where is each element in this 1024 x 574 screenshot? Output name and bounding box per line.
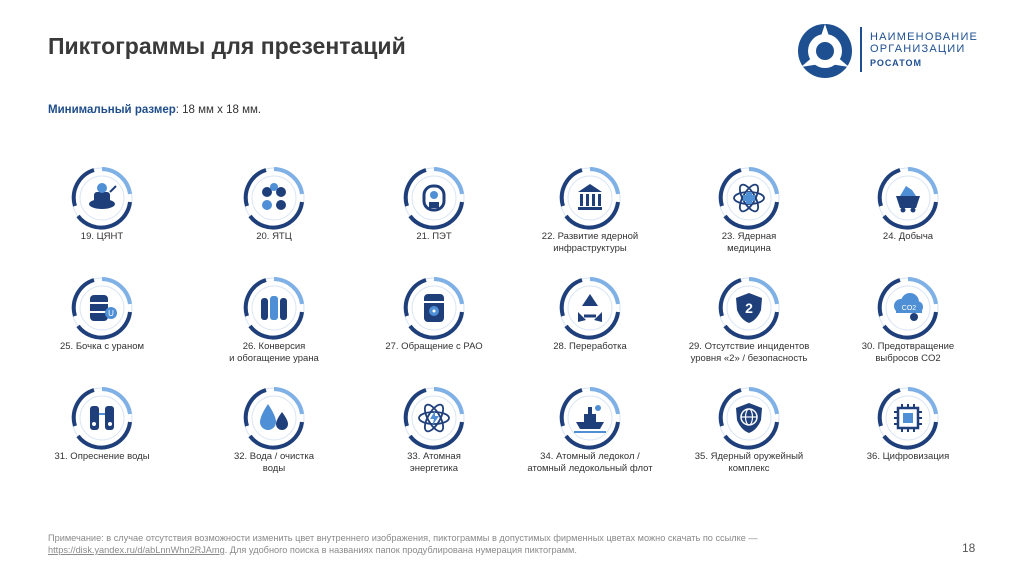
page-title: Пиктограммы для презентаций [48,33,406,59]
pictogram-caption [520,341,660,353]
caption-line-1: 33. Атомная [407,451,461,462]
caption-line-1: 22. Развитие ядерной [541,231,639,242]
atom-energy-icon [402,386,466,450]
pictogram-caption [364,341,504,353]
centrifuges-icon [242,276,306,340]
caption-line-1: 31. Опреснение воды [54,451,150,462]
pictogram-caption [679,231,819,255]
svg-text:CO2: CO2 [901,305,917,312]
water-drops-icon [242,386,306,450]
caption-line-1: 19. ЦЯНТ [80,231,124,242]
caption-line-1: 23. Ядерная [721,231,777,242]
caption-line-1: 29. Отсутствие инцидентов [688,341,810,352]
caption-line-1: 35. Ядерный оружейный [694,451,804,462]
caption-line-2: уровня «2» / безопасность [690,353,808,364]
page-number: 18 [962,541,976,555]
pictogram-caption [838,451,978,463]
caption-line-2: инфраструктуры [553,243,627,254]
pictogram-caption [204,451,344,475]
pictogram-caption [679,341,819,365]
atom-cross-icon [717,166,781,230]
pictogram-caption [364,451,504,475]
pictogram-caption [204,231,344,243]
desalination-icon [70,386,134,450]
logo-line-1: НАИМЕНОВАНИЕ [870,31,979,43]
caption-line-2: атомный ледокольный флот [527,463,653,474]
pictogram-caption [32,451,172,463]
svg-text:U: U [108,309,114,318]
caption-line-2: энергетика [409,463,459,474]
caption-line-2: выбросов CO2 [875,353,941,364]
mining-cart-icon [876,166,940,230]
scientist-center-icon [70,166,134,230]
footnote-text-1: Примечание: в случае отсутствия возможности изменить цвет внутреннего изображения, пиктограммы в допустимых фирменных цветах можно скачать по ссылке — [48,533,758,543]
caption-line-1: 20. ЯТЦ [256,231,292,242]
shield-two-icon [717,276,781,340]
caption-line-2: и обогащение урана [229,353,319,364]
recycle-icon [558,276,622,340]
pet-scanner-icon [402,166,466,230]
pictogram-caption [838,341,978,365]
footnote [48,532,928,556]
logo-line-2: ОРГАНИЗАЦИИ [870,43,966,55]
pictogram-caption [520,231,660,255]
caption-line-1: 30. Предотвращение [861,341,955,352]
uranium-barrel-icon [70,276,134,340]
pictogram-caption [364,231,504,243]
min-size-value: : 18 мм х 18 мм. [175,104,262,116]
fuel-cycle-icon [242,166,306,230]
caption-line-2: воды [262,463,286,474]
pictogram-caption [32,341,172,353]
footnote-text-2: . Для удобного поиска в названиях папок продублирована нумерация пиктограмм. [224,545,577,555]
radioactive-barrel-icon [402,276,466,340]
caption-line-1: 36. Цифровизация [866,451,950,462]
min-size-label: Минимальный размер [48,104,176,116]
pictogram-caption [520,451,660,475]
co2-cloud-icon [876,276,940,340]
caption-line-2: комплекс [728,463,770,474]
building-columns-icon [558,166,622,230]
caption-line-1: 24. Добыча [882,231,934,242]
globe-shield-icon [717,386,781,450]
chip-icon [876,386,940,450]
icebreaker-icon [558,386,622,450]
pictogram-caption [838,231,978,243]
svg-text:2: 2 [745,300,753,316]
download-link[interactable]: https://disk.yandex.ru/d/abLnnWhn2RJAmg [48,545,225,555]
caption-line-1: 26. Конверсия [242,341,306,352]
caption-line-1: 28. Переработка [553,341,627,352]
caption-line-1: 32. Вода / очистка [233,451,315,462]
caption-line-1: 27. Обращение с РАО [385,341,483,352]
caption-line-2: медицина [727,243,771,254]
pictogram-caption [32,231,172,243]
caption-line-1: 25. Бочка с ураном [59,341,145,352]
caption-line-1: 21. ПЭТ [416,231,452,242]
caption-line-1: 34. Атомный ледокол / [540,451,640,462]
logo-line-3: РОСАТОМ [870,58,922,68]
pictogram-caption [204,341,344,365]
pictogram-caption [679,451,819,475]
